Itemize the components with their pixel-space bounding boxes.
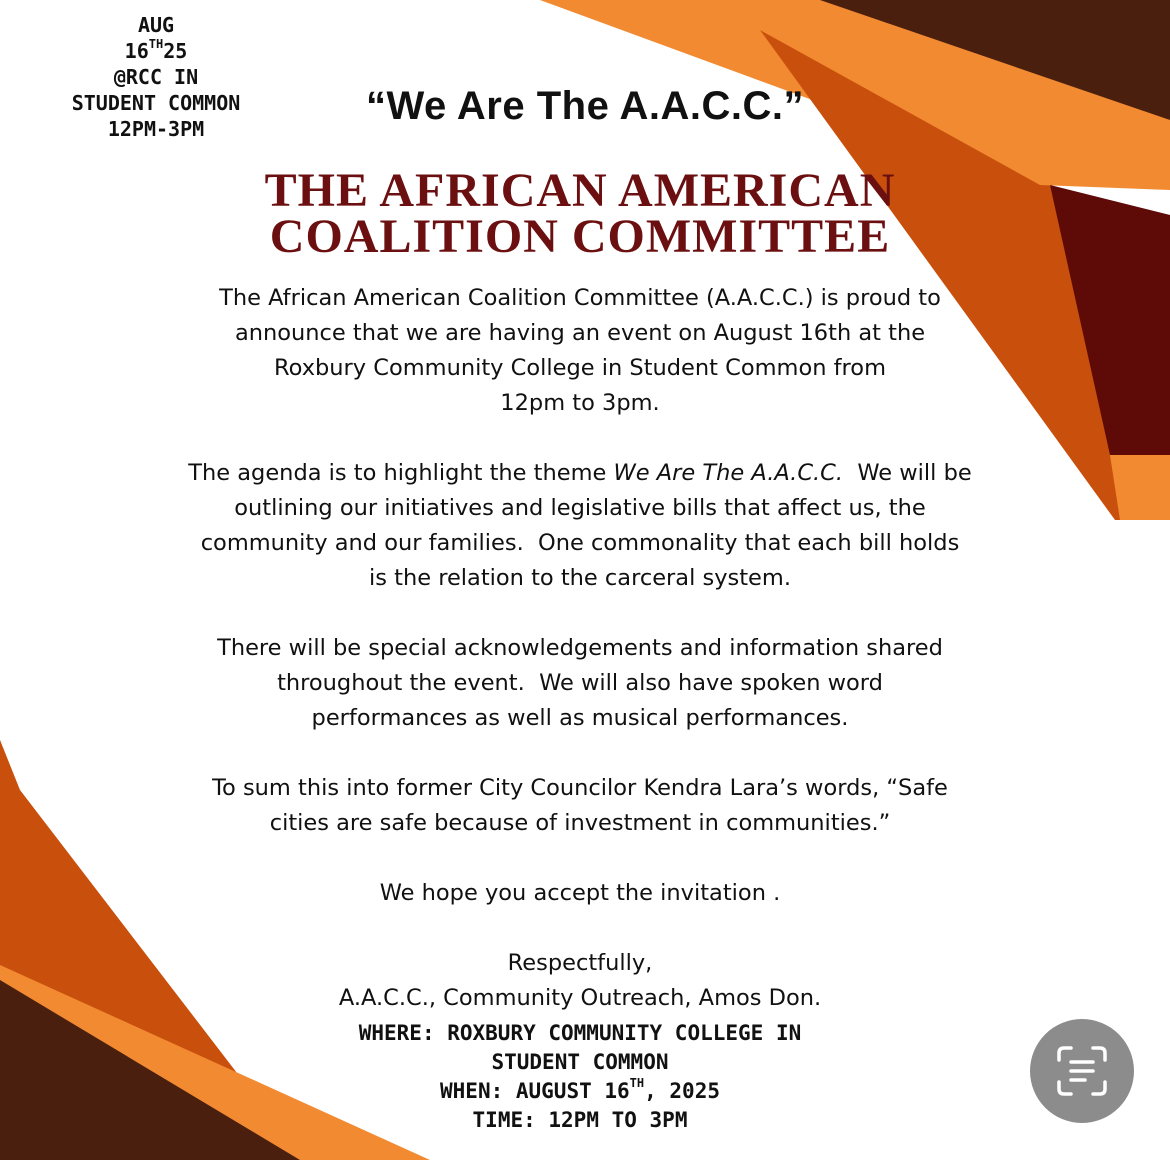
text-line: We hope you accept the invitation . — [379, 880, 781, 906]
text-line: throughout the event. We will also have spoken word — [277, 670, 883, 696]
organization-title-line2: COALITION COMMITTEE — [269, 210, 891, 263]
bg-right-orange-tip — [1110, 455, 1170, 520]
paragraph-acknowledgements — [150, 631, 1010, 736]
corner-date-line — [30, 38, 282, 64]
text-scan-icon — [1056, 1045, 1108, 1097]
text-line — [150, 456, 1010, 491]
corner-year: 25 — [163, 39, 188, 63]
corner-day-suffix: TH — [148, 37, 164, 51]
text-line: The African American Coalition Committee (A.A.C.C.) is proud to — [219, 285, 941, 311]
signature-closing: Respectfully, — [507, 950, 653, 976]
detail-where-venue: STUDENT COMMON — [491, 1050, 669, 1074]
text-line: community and our families. One commonality that each bill holds — [200, 530, 960, 556]
organization-title — [0, 164, 1160, 263]
signature-block — [150, 946, 1010, 1016]
agenda-intro-end: We will be — [843, 460, 972, 486]
agenda-intro: The agenda is to highlight the theme — [188, 460, 614, 486]
paragraph-invitation — [150, 876, 1010, 911]
paragraph-announcement — [150, 281, 1010, 421]
live-text-button[interactable] — [1030, 1019, 1134, 1123]
text-line: There will be special acknowledgements and information shared — [217, 635, 943, 661]
when-year: , 2025 — [644, 1079, 720, 1103]
corner-location: @RCC IN — [113, 65, 199, 89]
text-line: is the relation to the carceral system. — [369, 565, 791, 591]
corner-day: 16 — [124, 39, 149, 63]
text-line: To sum this into former City Councilor Kendra Lara’s words, “Safe — [212, 775, 948, 801]
paragraph-agenda — [150, 456, 1010, 596]
slogan-heading: “We Are The A.A.C.C.” — [366, 84, 804, 128]
text-line: outlining our initiatives and legislative bills that affect us, the — [234, 495, 926, 521]
signature-name: A.A.C.C., Community Outreach, Amos Don. — [338, 985, 822, 1011]
when-date: WHEN: AUGUST 16 — [440, 1079, 630, 1103]
corner-time: 12PM-3PM — [107, 117, 205, 141]
paragraph-quote — [150, 771, 1010, 841]
text-line: Roxbury Community College in Student Common from — [274, 355, 886, 381]
text-line: performances as well as musical performances. — [311, 705, 849, 731]
detail-where: WHERE: ROXBURY COMMUNITY COLLEGE IN — [358, 1021, 802, 1045]
text-line: cities are safe because of investment in communities.” — [269, 810, 891, 836]
letter-body — [150, 281, 1010, 1016]
detail-when — [0, 1077, 1160, 1106]
text-line: 12pm to 3pm. — [500, 390, 660, 416]
corner-venue: STUDENT COMMON — [71, 91, 241, 115]
text-line: announce that we are having an event on August 16th at the — [234, 320, 926, 346]
organization-title-line1: THE AFRICAN AMERICAN — [264, 164, 896, 217]
detail-time: TIME: 12PM TO 3PM — [472, 1108, 688, 1132]
corner-month: AUG — [137, 13, 175, 37]
event-details — [0, 1019, 1160, 1135]
when-suffix: TH — [629, 1076, 645, 1090]
agenda-theme: We Are The A.A.C.C. — [613, 460, 844, 486]
